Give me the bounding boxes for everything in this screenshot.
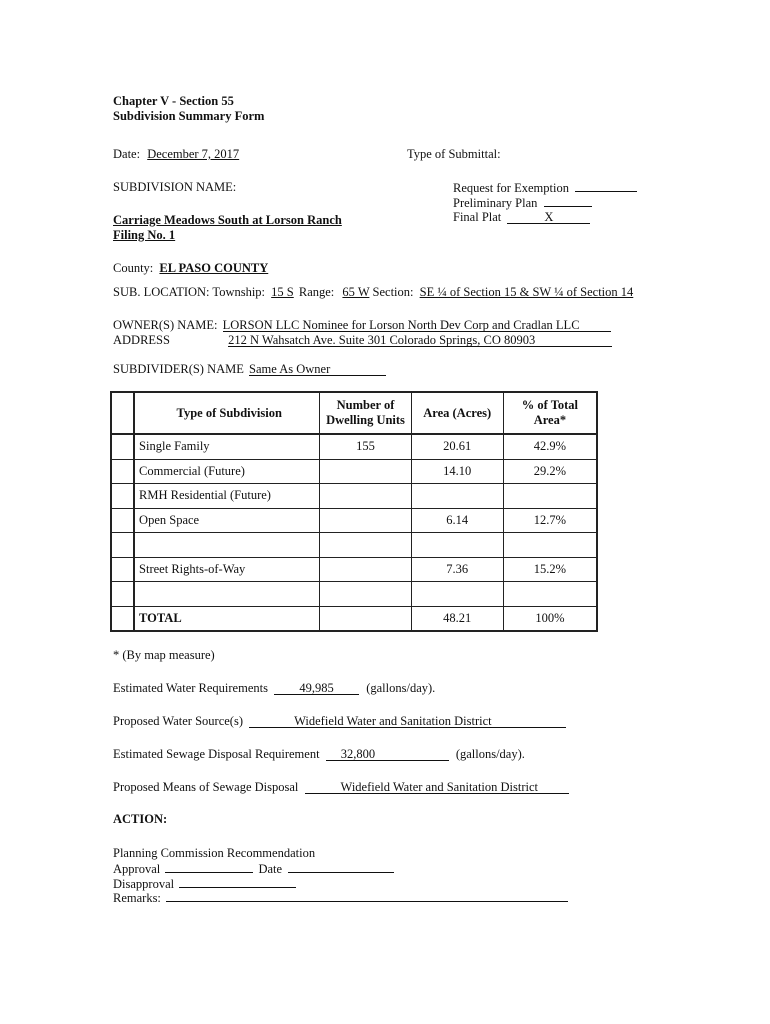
water-requirement-row: Estimated Water Requirements 49,985 (gallons/day).: [113, 681, 436, 695]
table-row-total: [111, 606, 597, 631]
date-label: Date:: [113, 147, 141, 161]
water-source-row: Proposed Water Source(s) Widefield Water and Sanitation District: [113, 714, 566, 729]
final-plat-mark: X: [507, 211, 590, 224]
county-value: EL PASO COUNTY: [159, 261, 269, 275]
water-source-value: Widefield Water and Sanitation District: [294, 714, 492, 728]
table-row: [111, 533, 597, 558]
owner-address-value: 212 N Wahsatch Ave. Suite 301 Colorado Springs, CO 80903: [228, 333, 536, 347]
township-value: 15 S: [271, 285, 294, 299]
owner-name-value: LORSON LLC Nominee for Lorson North Dev Corp and Cradlan LLC: [222, 318, 580, 332]
submittal-label: Type of Submittal:: [407, 147, 501, 161]
subdivision-name-line2: Filing No. 1: [113, 228, 176, 242]
row-pct: 42.9%: [503, 434, 597, 459]
disapproval-row: Disapproval: [113, 876, 296, 892]
row-units: [320, 459, 411, 484]
row-units: [320, 484, 411, 509]
subdivider-row: SUBDIVIDER(S) NAME Same As Owner: [113, 362, 386, 377]
row-type: Open Space: [134, 508, 320, 533]
row-units: [320, 582, 411, 607]
owner-name-row: OWNER(S) NAME: LORSON LLC Nominee for Lorson North Dev Corp and Cradlan LLC: [113, 318, 611, 333]
date-value: December 7, 2017: [147, 147, 240, 161]
row-type: Commercial (Future): [134, 459, 320, 484]
header-area: Area (Acres): [411, 392, 503, 434]
subdivision-table: [110, 391, 598, 632]
row-pct: 12.7%: [503, 508, 597, 533]
row-pct: [503, 533, 597, 558]
row-units: [320, 606, 411, 631]
approval-row: Approval Date: [113, 861, 394, 877]
pc-recommendation-label: Planning Commission Recommendation: [113, 846, 316, 860]
row-units: 155: [320, 434, 411, 459]
submittal-final: Final Plat X: [453, 210, 590, 225]
row-units: [320, 508, 411, 533]
subdivider-value: Same As Owner: [249, 362, 331, 376]
owner-address-row: ADDRESS 212 N Wahsatch Ave. Suite 301 Colorado Springs, CO 80903: [113, 333, 612, 348]
header-pct: % of Total Area*: [503, 392, 597, 434]
row-type: RMH Residential (Future): [134, 484, 320, 509]
row-units: [320, 533, 411, 558]
table-row: [111, 557, 597, 582]
row-pct: 29.2%: [503, 459, 597, 484]
table-row: [111, 508, 597, 533]
row-type: [134, 533, 320, 558]
row-area: 14.10: [411, 459, 503, 484]
sewage-means-row: Proposed Means of Sewage Disposal Widefield Water and Sanitation District: [113, 780, 569, 795]
remarks-row: Remarks:: [113, 890, 568, 906]
row-units: [320, 557, 411, 582]
row-pct: 100%: [503, 606, 597, 631]
water-requirement-value: 49,985: [274, 682, 359, 695]
range-value: 65 W: [342, 285, 370, 299]
table-row: [111, 484, 597, 509]
disapproval-field[interactable]: [179, 876, 296, 888]
row-type: Single Family: [134, 434, 320, 459]
footnote: * (By map measure): [113, 648, 215, 662]
table-row: [111, 434, 597, 459]
county-row: County: EL PASO COUNTY: [113, 261, 269, 275]
row-type: [134, 582, 320, 607]
subdivision-name-line1: Carriage Meadows South at Lorson Ranch: [113, 213, 342, 227]
date-row: [113, 147, 239, 162]
row-type: TOTAL: [134, 606, 320, 631]
section-value: SE ¼ of Section 15 & SW ¼ of Section 14: [419, 285, 634, 299]
subdivision-label: SUBDIVISION NAME:: [113, 180, 237, 194]
row-area: 48.21: [411, 606, 503, 631]
exemption-blank: [575, 180, 637, 192]
location-row: SUB. LOCATION: Township: 15 S Range: 65 W Section: SE ¼ of Section 15 & SW ¼ of Section 14: [113, 285, 634, 299]
action-heading: ACTION:: [113, 812, 168, 826]
remarks-field[interactable]: [166, 890, 568, 902]
row-area: [411, 484, 503, 509]
table-header-row: [111, 392, 597, 434]
table-header-blank: [111, 392, 134, 434]
sewage-requirement-row: Estimated Sewage Disposal Requirement 32,800 (gallons/day).: [113, 747, 525, 761]
sewage-requirement-value: 32,800: [340, 747, 376, 761]
header-type: Type of Subdivision: [134, 392, 320, 434]
row-pct: [503, 484, 597, 509]
row-area: 6.14: [411, 508, 503, 533]
approval-field[interactable]: [165, 861, 253, 873]
row-pct: 15.2%: [503, 557, 597, 582]
sewage-means-value: Widefield Water and Sanitation District: [340, 780, 539, 794]
submittal-preliminary: Preliminary Plan: [453, 195, 592, 211]
table-row: [111, 459, 597, 484]
row-area: 7.36: [411, 557, 503, 582]
approval-date-field[interactable]: [288, 861, 394, 873]
chapter-heading: Chapter V - Section 55: [113, 94, 234, 108]
preliminary-blank: [544, 195, 592, 207]
form-title: Subdivision Summary Form: [113, 109, 265, 123]
submittal-exemption: Request for Exemption: [453, 180, 637, 196]
header-units: Number of Dwelling Units: [320, 392, 411, 434]
row-type: Street Rights-of-Way: [134, 557, 320, 582]
row-area: [411, 533, 503, 558]
row-area: 20.61: [411, 434, 503, 459]
table-row: [111, 582, 597, 607]
row-pct: [503, 582, 597, 607]
row-area: [411, 582, 503, 607]
